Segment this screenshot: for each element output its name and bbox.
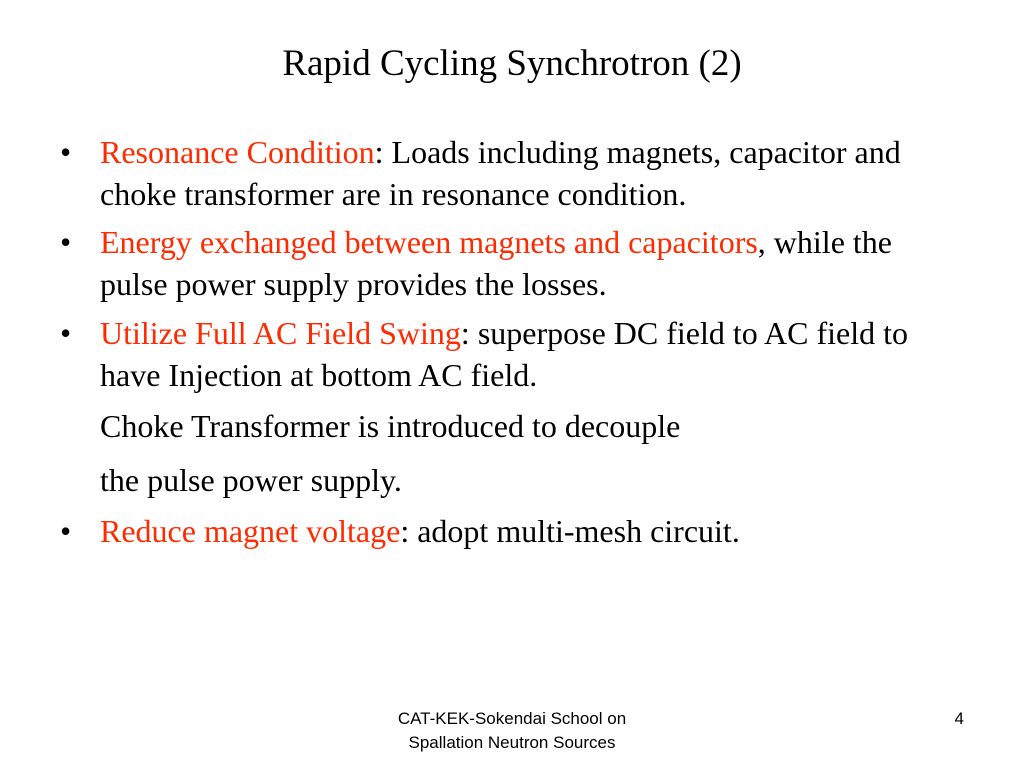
- bullet-highlight: Reduce magnet voltage: [100, 513, 401, 549]
- bullet-item-resonance-condition: [60, 131, 960, 215]
- page-number: 4: [954, 709, 964, 728]
- bullet-text: , while the pulse power supply provides the losses.: [100, 224, 892, 302]
- bullet-text: : adopt multi-mesh circuit.: [400, 513, 740, 549]
- footer-line-1: CAT-KEK-Sokendai School on: [397, 709, 627, 728]
- bullet-item-utilize-ac-swing: [60, 312, 960, 396]
- bullet-icon: •: [60, 134, 72, 170]
- slide-title: Rapid Cycling Synchrotron (2): [282, 43, 742, 84]
- slide-body: [60, 131, 960, 552]
- bullet-icon: •: [60, 513, 72, 549]
- bullet-highlight: Utilize Full AC Field Swing: [100, 315, 461, 351]
- footer-text: [312, 707, 712, 755]
- bullet-text: : Loads including magnets, capacitor and choke transformer are in resonance condition.: [100, 134, 901, 212]
- bullet-item-energy-exchanged: [60, 221, 960, 305]
- bullet-icon: •: [60, 224, 72, 260]
- continuation-line-choke: Choke Transformer is introduced to decouple: [100, 408, 681, 444]
- continuation-line-pulse-supply: the pulse power supply.: [100, 462, 402, 498]
- bullet-item-reduce-voltage: [60, 510, 960, 552]
- bullet-highlight: Energy exchanged between magnets and capacitors: [100, 224, 758, 260]
- footer-line-2: Spallation Neutron Sources: [408, 733, 616, 752]
- bullet-highlight: Resonance Condition: [100, 134, 375, 170]
- bullet-icon: •: [60, 315, 72, 351]
- bullet-text: : superpose DC field to AC field to have Injection at bottom AC field.: [100, 315, 908, 393]
